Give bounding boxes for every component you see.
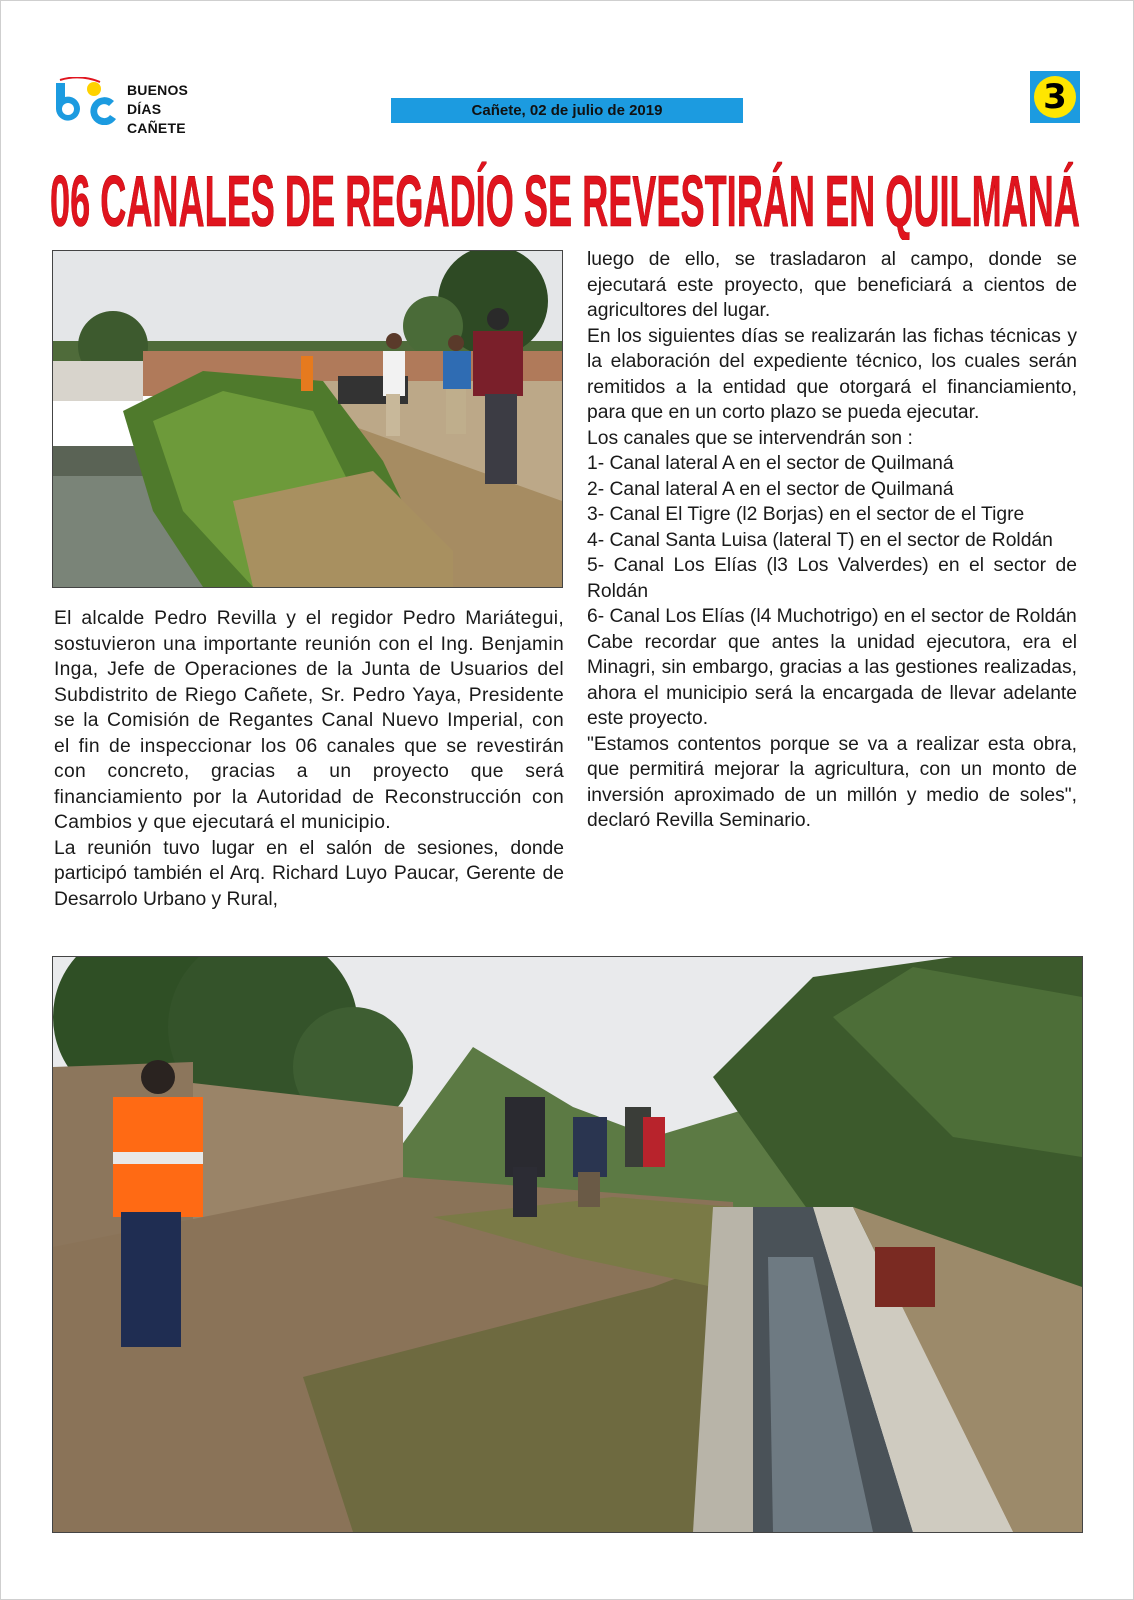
bc-logo-icon	[54, 77, 120, 125]
canal-list-item: 4- Canal Santa Luisa (lateral T) en el sector de Roldán	[587, 529, 1053, 551]
logo-text	[127, 81, 224, 138]
canal-list-item: 6- Canal Los Elías (l4 Muchotrigo) en el sector de Roldán	[587, 606, 1077, 627]
page-number-box	[1030, 71, 1080, 123]
paragraph: luego de ello, se trasladaron al campo, donde se ejecutará este proyecto, que beneficiará a cientos de agricultores del lugar.	[587, 249, 1077, 321]
logo-line-1: BUENOS	[127, 82, 189, 98]
article-headline	[50, 160, 1084, 240]
article-column-left	[54, 606, 564, 912]
canal-list-item: 1- Canal lateral A en el sector de Quilmaná	[587, 453, 954, 474]
paragraph: El alcalde Pedro Revilla y el regidor Pedro Mariátegui, sostuvieron una importante reunión con el Ing. Benjamin Inga, Jefe de Operaciones de la Junta de Usuarios del Subdistrito de Riego Cañete, Sr. Pedro Yaya, Presidente se la Comisión de Regantes Canal Nuevo Imperial, con el fin de inspeccionar los 06 canales que se revestirán con concreto, gracias a un proyecto que será financiamiento por la Autoridad de Reconstrucción con Cambios y que ejecutará el municipio.	[54, 608, 564, 833]
newspaper-logo	[54, 77, 224, 136]
article-column-right	[587, 247, 1077, 834]
page-number: 3	[1034, 76, 1076, 118]
canal-list-intro: Los canales que se intervendrán son :	[587, 427, 913, 449]
paragraph: Cabe recordar que antes la unidad ejecutora, era el Minagri, sin embargo, gracias a las gestiones realizadas, ahora el municipio será la encargada de llevar adelante este proyecto.	[587, 631, 1077, 729]
photo-canal-walk	[52, 956, 1083, 1533]
photo-canal-inspection	[52, 250, 563, 588]
issue-date: Cañete, 02 de julio de 2019	[391, 98, 743, 123]
paragraph: En los siguientes días se realizarán las fichas técnicas y la elaboración del expediente técnico, los cuales serán remitidos a la entidad que otorgará el financiamiento, para que en un corto plazo se pueda ejecutar.	[587, 325, 1077, 423]
logo-line-2: DÍAS CAÑETE	[127, 101, 186, 136]
canal-list-item: 3- Canal El Tigre (l2 Borjas) en el sector de el Tigre	[587, 504, 1025, 525]
paragraph: La reunión tuvo lugar en el salón de sesiones, donde participó también el Arq. Richard Luyo Paucar, Gerente de Desarrolo Urbano y Rural,	[54, 837, 564, 910]
canal-list-item: 2- Canal lateral A en el sector de Quilmaná	[587, 478, 954, 500]
quote-paragraph: "Estamos contentos porque se va a realizar esta obra, que permitirá mejorar la agricultura, con un monto de inversión aproximado de un millón y medio de soles", declaró Revilla Seminario.	[587, 733, 1077, 831]
canal-list-item: 5- Canal Los Elías (l3 Los Valverdes) en el sector de Roldán	[587, 555, 1077, 602]
headline-text: 06 CANALES DE REGADÍO SE REVESTIRÁN EN QUILMANÁ	[50, 162, 1080, 240]
